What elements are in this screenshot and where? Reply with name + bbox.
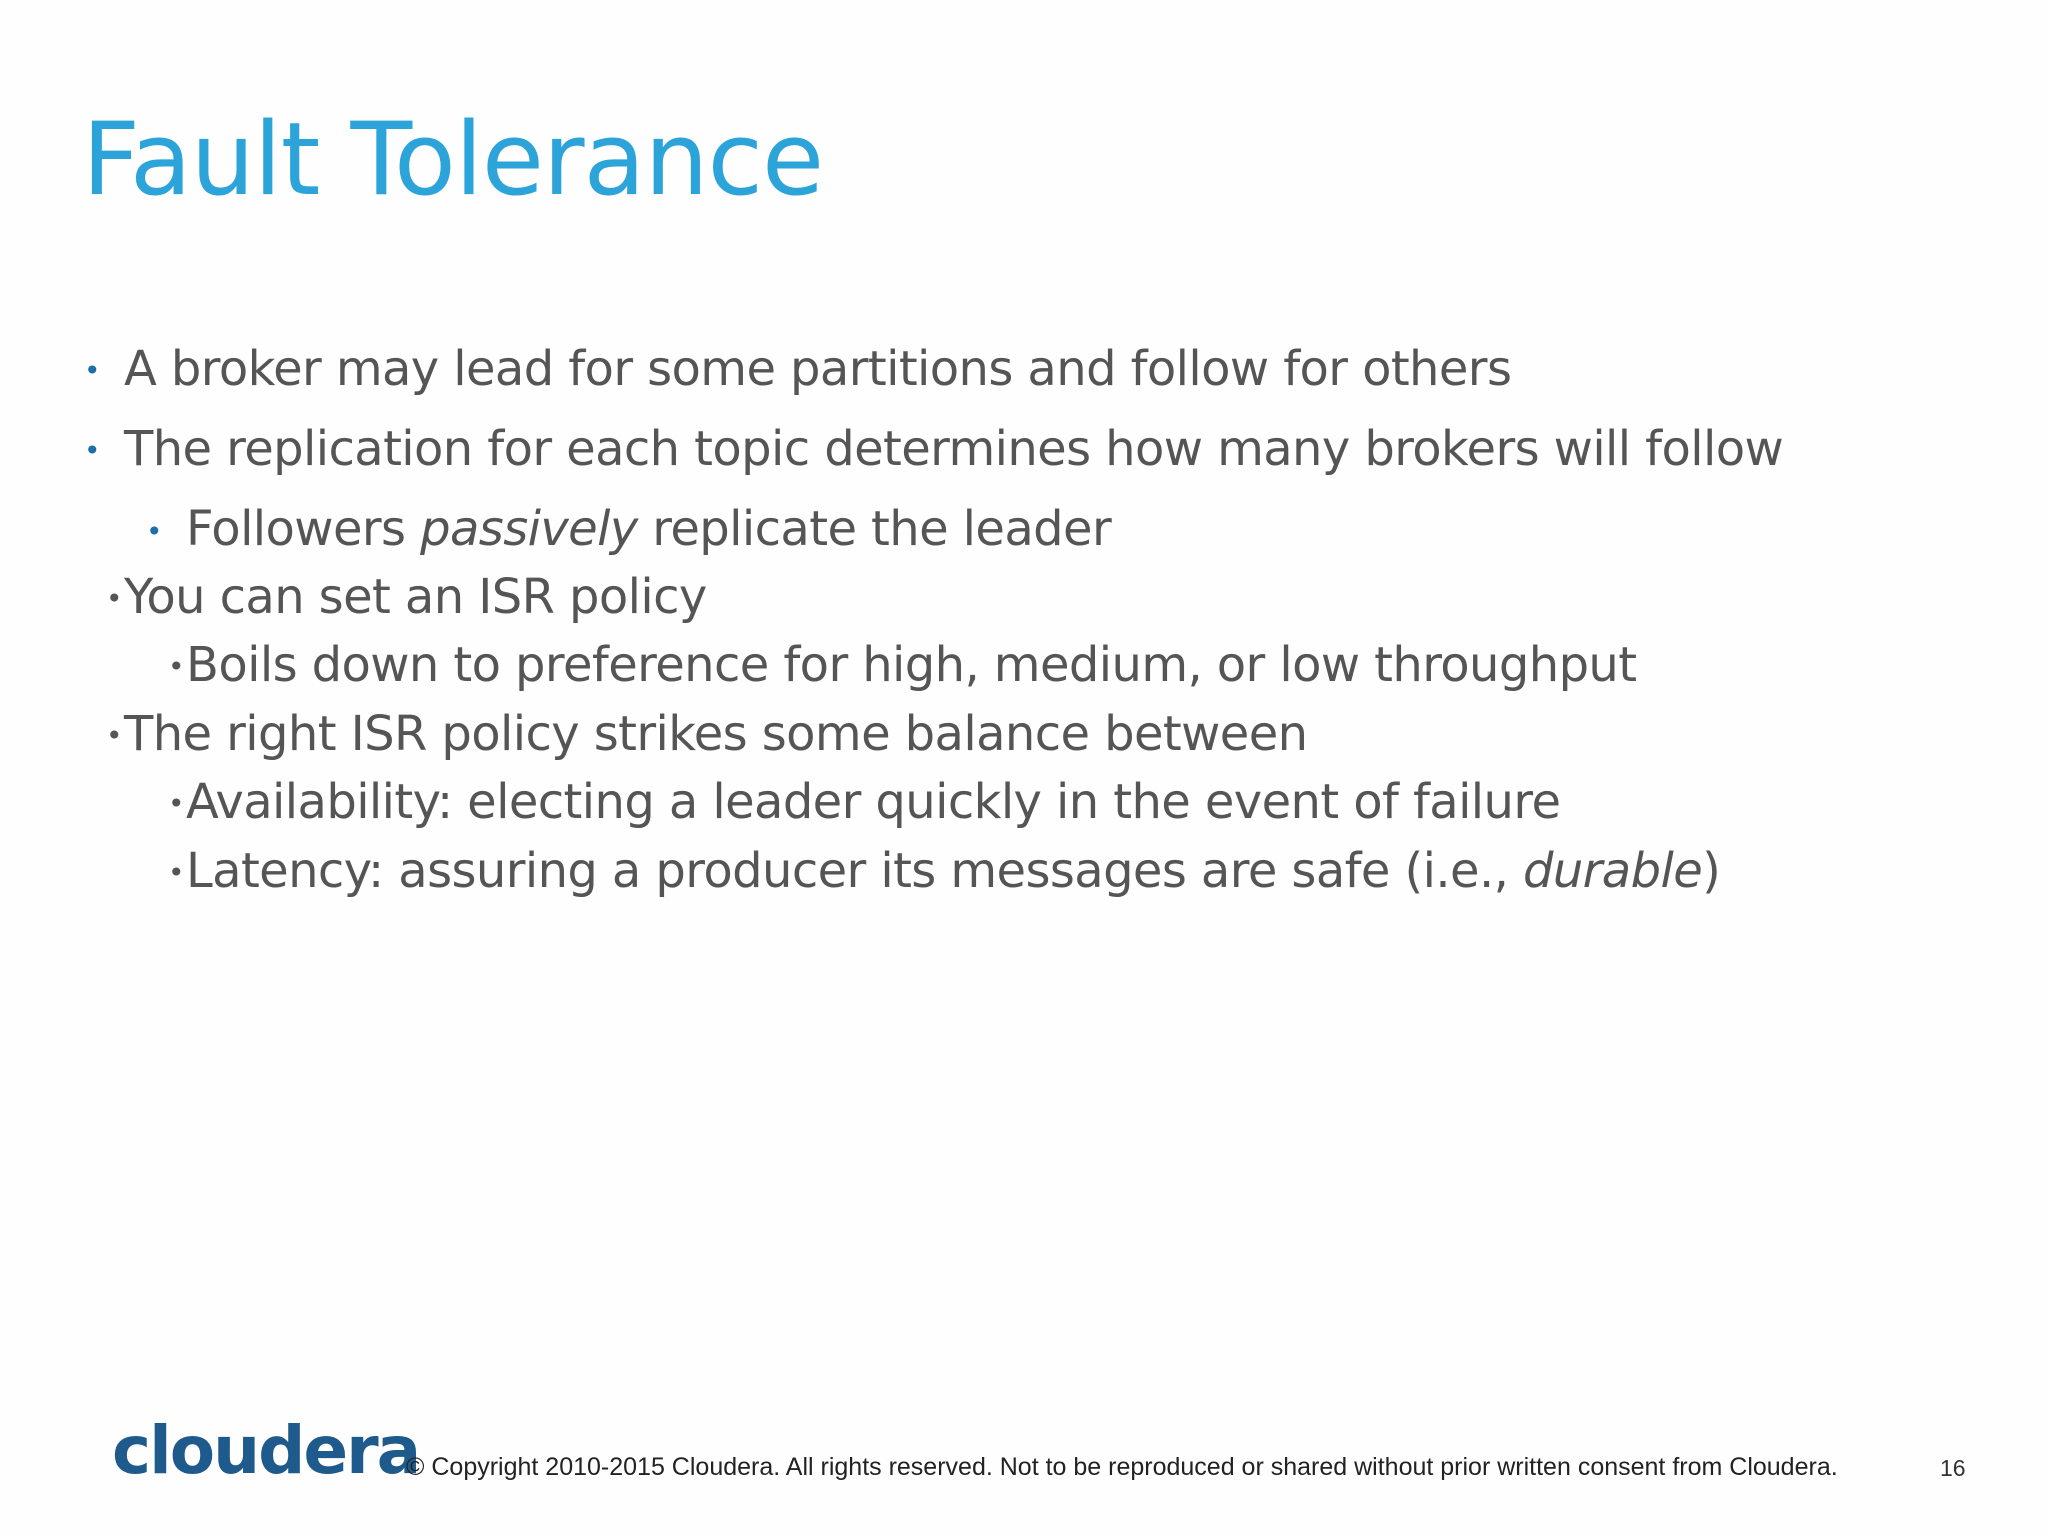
page-number: 16: [1940, 1455, 1966, 1481]
bullet-icon: •: [84, 354, 101, 387]
bullet-icon: •: [168, 787, 185, 820]
bullet-emphasis: durable: [1522, 843, 1703, 899]
bullet-item: [124, 421, 1784, 477]
bullet-item: [186, 774, 1561, 830]
bullet-icon: •: [168, 856, 185, 889]
bullet-item: [124, 706, 1308, 762]
bullet-text: Followers: [186, 501, 421, 557]
bullet-item: [124, 341, 1512, 397]
bullet-item: [124, 569, 707, 625]
bullet-text: The replication for each topic determines how many brokers will follow: [124, 421, 1784, 477]
bullet-text: replicate the leader: [637, 501, 1112, 557]
bullet-text: Latency: assuring a producer its messages are safe (i.e.,: [186, 843, 1523, 899]
bullet-icon: •: [168, 650, 185, 683]
bullet-item: [186, 843, 1721, 899]
cloudera-logo: cloudera: [112, 1412, 420, 1489]
bullet-text: Availability: electing a leader quickly in the event of failure: [186, 774, 1561, 830]
bullet-item: [186, 501, 1112, 557]
bullet-text: ): [1702, 843, 1721, 899]
bullet-icon: •: [146, 515, 163, 548]
slide-title: Fault Tolerance: [82, 100, 824, 218]
bullet-text: Boils down to preference for high, medium, or low throughput: [186, 637, 1637, 693]
copyright-notice: © Copyright 2010-2015 Cloudera. All rights reserved. Not to be reproduced or shared without prior written consent from Cloudera.: [406, 1453, 1838, 1481]
bullet-icon: •: [106, 719, 123, 752]
bullet-icon: •: [84, 434, 101, 467]
bullet-text: A broker may lead for some partitions and follow for others: [124, 341, 1512, 397]
bullet-item: [186, 637, 1637, 693]
bullet-emphasis: passively: [420, 501, 638, 557]
bullet-text: You can set an ISR policy: [124, 569, 707, 625]
bullet-icon: •: [106, 582, 123, 615]
bullet-text: The right ISR policy strikes some balance between: [124, 706, 1308, 762]
